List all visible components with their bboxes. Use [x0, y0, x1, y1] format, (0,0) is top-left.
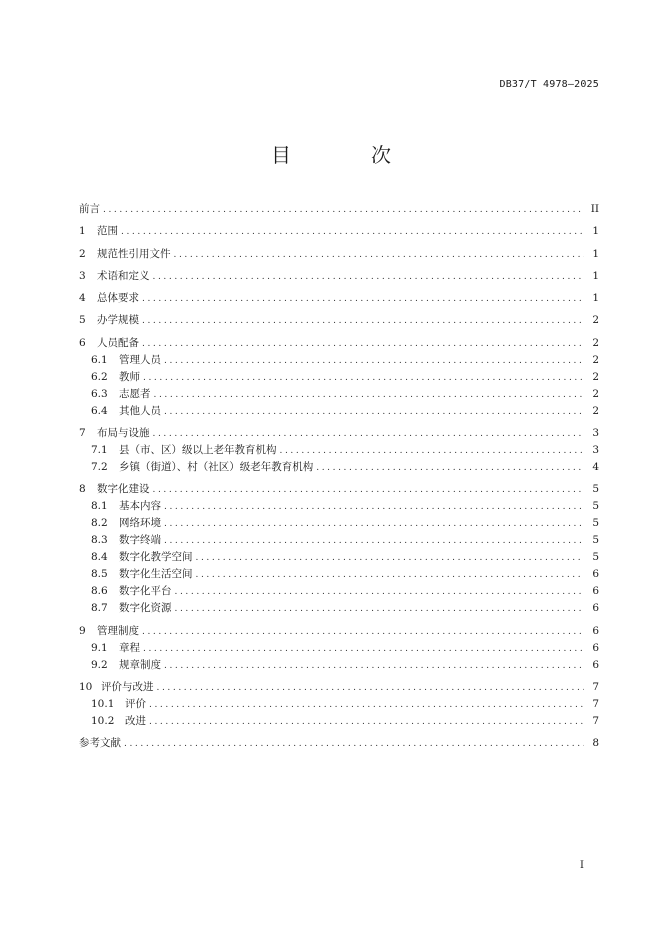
dot-leader	[121, 227, 584, 237]
toc-entry-title: 其他人员	[119, 404, 161, 417]
toc-entry-number: 7	[79, 427, 86, 440]
toc-subentry[interactable]	[79, 713, 599, 730]
toc-entry-number: 6	[79, 336, 86, 349]
toc-entry-page: II	[590, 203, 599, 215]
toc-entry[interactable]	[79, 223, 599, 240]
toc-entry-number: 8.1	[91, 500, 108, 513]
toc-entry-title: 评价	[125, 697, 146, 710]
toc-entry-page: 3	[592, 427, 599, 440]
toc-subentry[interactable]	[79, 640, 599, 657]
toc-subentry[interactable]	[79, 459, 599, 476]
toc-entry-page: 3	[592, 444, 599, 457]
dot-leader	[103, 205, 584, 215]
toc-subentry[interactable]	[79, 498, 599, 515]
toc-entry-title: 规章制度	[119, 658, 161, 671]
dot-leader	[316, 463, 584, 473]
dot-leader	[164, 519, 584, 529]
toc-entry-number: 8.4	[91, 551, 108, 564]
toc-entry[interactable]	[79, 679, 599, 696]
toc-entry-title: 章程	[119, 641, 140, 654]
toc-entry-title: 数字化教学空间	[119, 551, 193, 564]
toc-entry-title: 数字终端	[119, 534, 161, 547]
toc-subentry[interactable]	[79, 532, 599, 549]
toc-entry-title: 范围	[97, 225, 118, 238]
toc-subentry[interactable]	[79, 515, 599, 532]
toc-entry-page: 7	[592, 714, 599, 727]
toc-entry-title: 教师	[119, 370, 140, 383]
toc-entry-page: 2	[592, 336, 599, 349]
toc-entry-number: 7.1	[91, 444, 108, 457]
dot-leader	[149, 717, 584, 727]
dot-leader	[143, 644, 584, 654]
toc-entry-number: 8.7	[91, 602, 108, 615]
toc-entry-number: 10.1	[91, 697, 115, 710]
toc-subentry[interactable]	[79, 657, 599, 674]
toc-entry-number: 9.1	[91, 641, 108, 654]
dot-leader	[164, 356, 584, 366]
toc-entry[interactable]	[79, 268, 599, 285]
toc-entry-title: 乡镇（街道）、村（社区）级老年教育机构	[119, 461, 314, 474]
toc-entry-number: 8.5	[91, 568, 108, 581]
toc-entry-page: 1	[592, 292, 599, 305]
dot-leader	[153, 272, 585, 282]
toc-entry[interactable]	[79, 290, 599, 307]
toc-entry-number: 2	[79, 247, 86, 260]
toc-entry-title: 改进	[125, 714, 146, 727]
dot-leader	[142, 294, 584, 304]
dot-leader	[174, 250, 585, 260]
toc-entry-title: 规范性引用文件	[97, 247, 171, 260]
toc-entry[interactable]	[79, 335, 599, 352]
toc-entry-page: 6	[592, 602, 599, 615]
toc-entry-title: 总体要求	[97, 292, 139, 305]
document-code: DB37/T 4978—2025	[499, 79, 599, 90]
toc-entry-number: 9	[79, 624, 86, 637]
toc-entry-title: 前言	[79, 203, 100, 215]
toc-entry-number: 6.1	[91, 353, 108, 366]
dot-leader	[149, 700, 584, 710]
dot-leader	[142, 627, 584, 637]
toc-entry[interactable]	[79, 201, 599, 218]
toc-entry-number: 6.3	[91, 387, 108, 400]
toc-entry-number: 8.2	[91, 517, 108, 530]
toc-entry-page: 6	[592, 658, 599, 671]
toc-entry-number: 6.2	[91, 370, 108, 383]
toc-entry-page: 8	[592, 737, 599, 750]
dot-leader	[142, 316, 584, 326]
dot-leader	[157, 683, 585, 693]
toc-entry-number: 4	[79, 292, 86, 305]
toc-entry-page: 7	[592, 697, 599, 710]
toc-entry-page: 5	[592, 517, 599, 530]
toc-entry-title: 管理人员	[119, 353, 161, 366]
dot-leader	[196, 570, 585, 580]
toc-entry-page: 5	[592, 500, 599, 513]
toc-entry-title: 网络环境	[119, 517, 161, 530]
dot-leader	[175, 587, 585, 597]
toc-entry[interactable]	[79, 246, 599, 263]
dot-leader	[280, 446, 585, 456]
toc-subentry[interactable]	[79, 583, 599, 600]
toc-subentry[interactable]	[79, 442, 599, 459]
dot-leader	[164, 536, 584, 546]
toc-entry-number: 8.6	[91, 585, 108, 598]
toc-entry-title: 布局与设施	[97, 427, 150, 440]
toc-entry-number: 1	[79, 225, 86, 238]
dot-leader	[143, 373, 584, 383]
dot-leader	[153, 429, 585, 439]
dot-leader	[124, 739, 584, 749]
toc-entry-page: 1	[592, 225, 599, 238]
toc-subentry[interactable]	[79, 549, 599, 566]
toc-entry-title: 数字化资源	[119, 602, 172, 615]
dot-leader	[142, 339, 584, 349]
toc-title: 目 次	[271, 143, 421, 167]
dot-leader	[164, 661, 584, 671]
toc-entry[interactable]	[79, 312, 599, 329]
toc-entry-page: 2	[592, 353, 599, 366]
toc-entry-title: 参考文献	[79, 737, 121, 750]
toc-entry-page: 2	[592, 314, 599, 327]
toc-subentry[interactable]	[79, 403, 599, 420]
toc-entry-title: 人员配备	[97, 336, 139, 349]
table-of-contents	[79, 201, 599, 752]
toc-entry-page: 5	[592, 483, 599, 496]
dot-leader	[153, 485, 585, 495]
toc-entry-page: 7	[592, 680, 599, 693]
toc-entry-number: 7.2	[91, 461, 108, 474]
dot-leader	[164, 502, 584, 512]
toc-entry-page: 6	[592, 568, 599, 581]
toc-subentry[interactable]	[79, 696, 599, 713]
dot-leader	[175, 604, 585, 614]
dot-leader	[164, 407, 584, 417]
toc-subentry[interactable]	[79, 386, 599, 403]
toc-entry-page: 1	[592, 269, 599, 282]
toc-entry-page: 4	[592, 461, 599, 474]
toc-entry-number: 10	[79, 680, 93, 693]
toc-entry-title: 管理制度	[97, 624, 139, 637]
toc-entry[interactable]	[79, 623, 599, 640]
toc-entry-title: 评价与改进	[101, 680, 154, 693]
toc-entry-title: 基本内容	[119, 500, 161, 513]
toc-entry-number: 6.4	[91, 404, 108, 417]
toc-entry-title: 县（市、区）级以上老年教育机构	[119, 444, 277, 457]
toc-entry-number: 10.2	[91, 714, 115, 727]
toc-entry-number: 9.2	[91, 658, 108, 671]
toc-entry-page: 6	[592, 585, 599, 598]
toc-entry-title: 数字化生活空间	[119, 568, 193, 581]
toc-entry-number: 3	[79, 269, 86, 282]
page-number: I	[580, 860, 584, 871]
toc-subentry[interactable]	[79, 566, 599, 583]
toc-entry-title: 数字化平台	[119, 585, 172, 598]
toc-entry-page: 6	[592, 624, 599, 637]
toc-entry[interactable]	[79, 735, 599, 752]
toc-entry-page: 5	[592, 534, 599, 547]
toc-entry-page: 5	[592, 551, 599, 564]
toc-entry[interactable]	[79, 425, 599, 442]
dot-leader	[196, 553, 585, 563]
toc-subentry[interactable]	[79, 600, 599, 617]
toc-entry-title: 术语和定义	[97, 269, 150, 282]
toc-entry-title: 志愿者	[119, 387, 151, 400]
toc-entry-page: 2	[592, 404, 599, 417]
toc-entry-number: 5	[79, 314, 86, 327]
toc-subentry[interactable]	[79, 352, 599, 369]
toc-entry-page: 2	[592, 370, 599, 383]
toc-entry-page: 6	[592, 641, 599, 654]
toc-entry-title: 数字化建设	[97, 483, 150, 496]
toc-entry-number: 8	[79, 483, 86, 496]
dot-leader	[154, 390, 585, 400]
toc-entry[interactable]	[79, 481, 599, 498]
toc-entry-title: 办学规模	[97, 314, 139, 327]
toc-entry-page: 2	[592, 387, 599, 400]
toc-subentry[interactable]	[79, 369, 599, 386]
toc-entry-page: 1	[592, 247, 599, 260]
toc-entry-number: 8.3	[91, 534, 108, 547]
